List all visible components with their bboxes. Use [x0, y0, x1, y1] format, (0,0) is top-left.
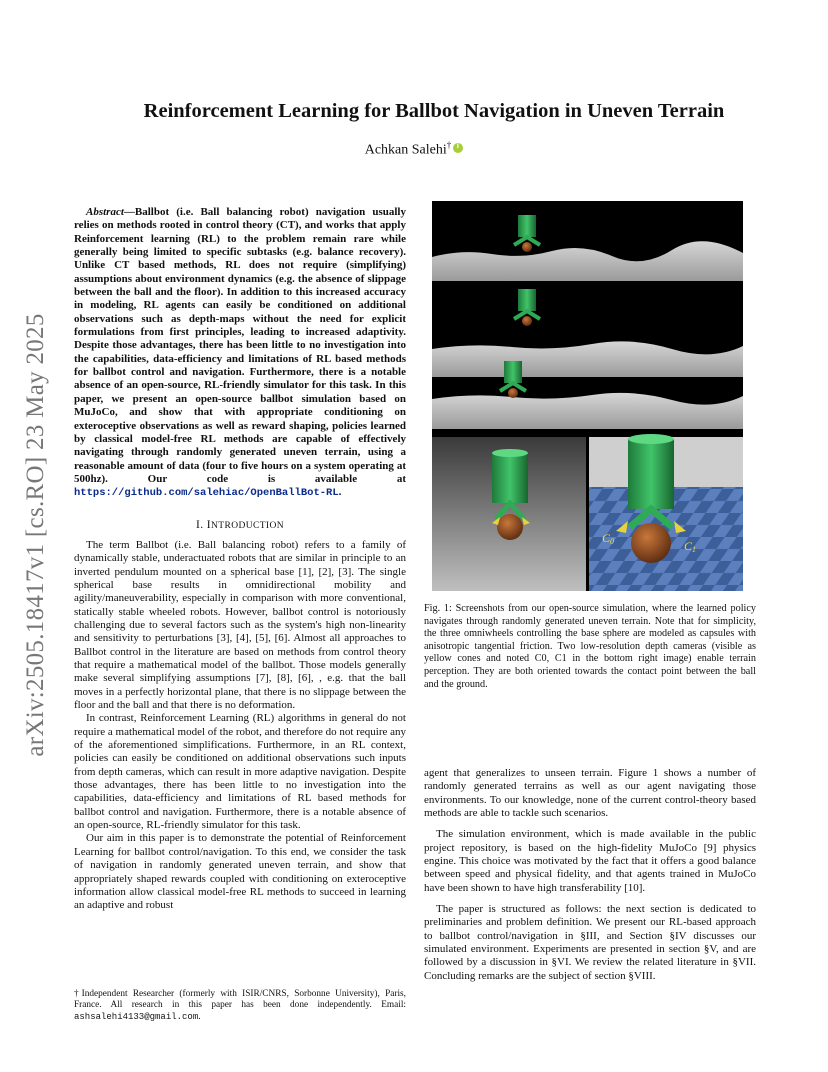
abstract-end: . — [338, 486, 342, 499]
abstract-dash: — — [123, 206, 135, 218]
caption-text: Screenshots from our open-source simulation, where the learned policy navigates through randomly generated uneven terrain. Note that for simplicity, the three omniwheels controlling the base sphere are modeled as capsules with anisotropic tangential friction. Two low-resolution depth cameras (visible as yellow cones and noted C0, C1 in the bottom right image) enable terrain perception. They are both oriented towards the contact point between the ball and the ground. — [424, 603, 757, 690]
panel-1 — [432, 215, 743, 281]
figure-1-caption — [424, 603, 756, 691]
section-title-initial: I — [206, 518, 211, 531]
footnote-end: . — [198, 1011, 201, 1022]
arxiv-sidebar — [16, 290, 56, 780]
abstract-text: Ballbot (i.e. Ball balancing robot) navigation usually relies on methods rooted in control theory (CT), and works that apply Reinforcement learning (RL) to the problem remain rare while generally being limited to specific subtasks (e.g. balance recovery). Unlike CT based methods, RL does not require (simplifying) assumptions about environment dynamics (e.g. the absence of slippage between the ball and the floor). In addition to this increased accuracy in modeling, RL agents can easily be conditioned on additional observations such as depth-maps without the need for explicit formulations from first principles, leading to increased adaptivity. Despite those advantages, there has been little to no investigation into the capabilities, data-efficiency and limitations of RL based methods for ballbot control and navigation. Furthermore, there is a notable absence of an open-source, RL-friendly simulator for this task. In this paper, we present an open-source ballbot simulation based on MuJoCo, and show that with appropriate conditioning on exteroceptive observations as well as reward shaping, policies learned by classical model-free RL methods are capable of effectively navigating through randomly generated uneven terrain, using a reasonable amount of data (four to five hours on a system operating at 500hz). Our code is available at — [74, 206, 406, 485]
section-heading-introduction — [74, 519, 406, 533]
caption-label: Fig. 1: — [424, 603, 452, 614]
panel-5 — [589, 434, 743, 591]
code-url-link[interactable]: https://github.com/salehiac/OpenBallBot-RL — [74, 487, 339, 500]
footnote-email[interactable]: ashsalehi4133@gmail.com — [74, 1011, 199, 1022]
paper-title: Reinforcement Learning for Ballbot Navigation in Uneven Terrain — [143, 100, 725, 122]
intro-paragraph-1: The term Ballbot (i.e. Ball balancing robot) refers to a family of dynamically stable, underactuated robots that are similar in principle to an inverted pendulum mounted on a spherical base [1], [2], [3]. The single spherical base results in omnidirectional mobility and agility/maneuverability, especially in comparison with more conventional, statically stable wheeled robots. However, ballbot control is notoriously challenging due to several factors such as the system's high non-linearity and sensitivity to perturbations [3], [4], [5], [6]. Almost all approaches to Ballbot control in the literature are based on methods from control theory that require a mathematical model of the ballbot. Those models generally make several simplifying assumptions [7], [8], [6], , e.g. that the ball moves in a perfectly horizontal plane, that there is no slippage between the floor and the ball and that there is no deformation. — [74, 538, 406, 712]
camera-label-c0: C0 — [602, 531, 615, 546]
intro-paragraph-3: Our aim in this paper is to demonstrate the potential of Reinforcement Learning for ballbot control/navigation. To this end, we consider the task of navigation in randomly generated uneven terrain, and show that appropriately shaped rewards coupled with conditioning on exteroceptive information allow classical model-free RL methods to succeed in learning an adaptive and robust — [74, 832, 406, 912]
figure-1-image — [432, 201, 743, 591]
right-paragraph-1: agent that generalizes to unseen terrain. Figure 1 shows a number of randomly generated terrains as well as our agent navigating those environments. To our knowledge, none of the current control-theory based methods are able to tackle such scenarios. — [424, 767, 756, 820]
panel-4 — [432, 437, 586, 591]
section-title-rest: NTRODUCTION — [211, 520, 285, 531]
section-number: I. — [195, 518, 204, 531]
right-paragraph-2: The simulation environment, which is made available in the public project repository, is based on the high-fidelity MuJoCo [9] physics engine. This choice was motivated by the fact that it offers a good balance between speed and physical fidelity, and that agents trained in MuJoCo have been shown to have high transferability [10]. — [424, 828, 756, 894]
author-name: Achkan Salehi — [364, 142, 447, 158]
right-column — [424, 767, 756, 983]
intro-paragraph-2: In contrast, Reinforcement Learning (RL) algorithms in general do not require a mathematical model of the robot, and therefore do not require any of the aforementioned simplifications. Furthermore, in an RL context, policies can easily be conditioned on additional observations such inputs from depth cameras, which can result in more adaptive navigation. Despite those advantages, there has been little to no investigation into the capabilities, data-efficiency and limitations of RL based methods for ballbot control and navigation. Furthermore, there is a notable absence of an open-source, RL-friendly simulator for this task. — [74, 712, 407, 832]
arxiv-identifier: arXiv:2505.18417v1 [cs.RO] 23 May 2025 — [22, 313, 49, 757]
footnote-text: †Independent Researcher (formerly with ISIR/CNRS, Sorbonne University), Paris, France. All research in this paper has been done independently. Email: — [74, 989, 406, 1011]
abstract — [74, 206, 406, 501]
right-paragraph-3: The paper is structured as follows: the next section is dedicated to preliminaries and problem definition. We present our RL-based approach to ballbot control/navigation in §III, and Section §IV discusses our simulated environment. Experiments are presented in section §V, and are followed by a discussion in §VI. We review the related literature in §VII. Concluding remarks are the subject of section §VIII. — [424, 903, 756, 982]
abstract-label: Abstract — [86, 206, 124, 218]
figure-1-screenshots — [432, 201, 743, 591]
camera-label-c1: C1 — [684, 539, 697, 554]
footnote — [74, 989, 406, 1023]
author-line — [0, 140, 828, 159]
orcid-icon[interactable] — [453, 143, 463, 153]
panel-2 — [432, 289, 743, 377]
author-affiliation-mark: † — [446, 140, 452, 150]
left-column — [74, 206, 406, 913]
